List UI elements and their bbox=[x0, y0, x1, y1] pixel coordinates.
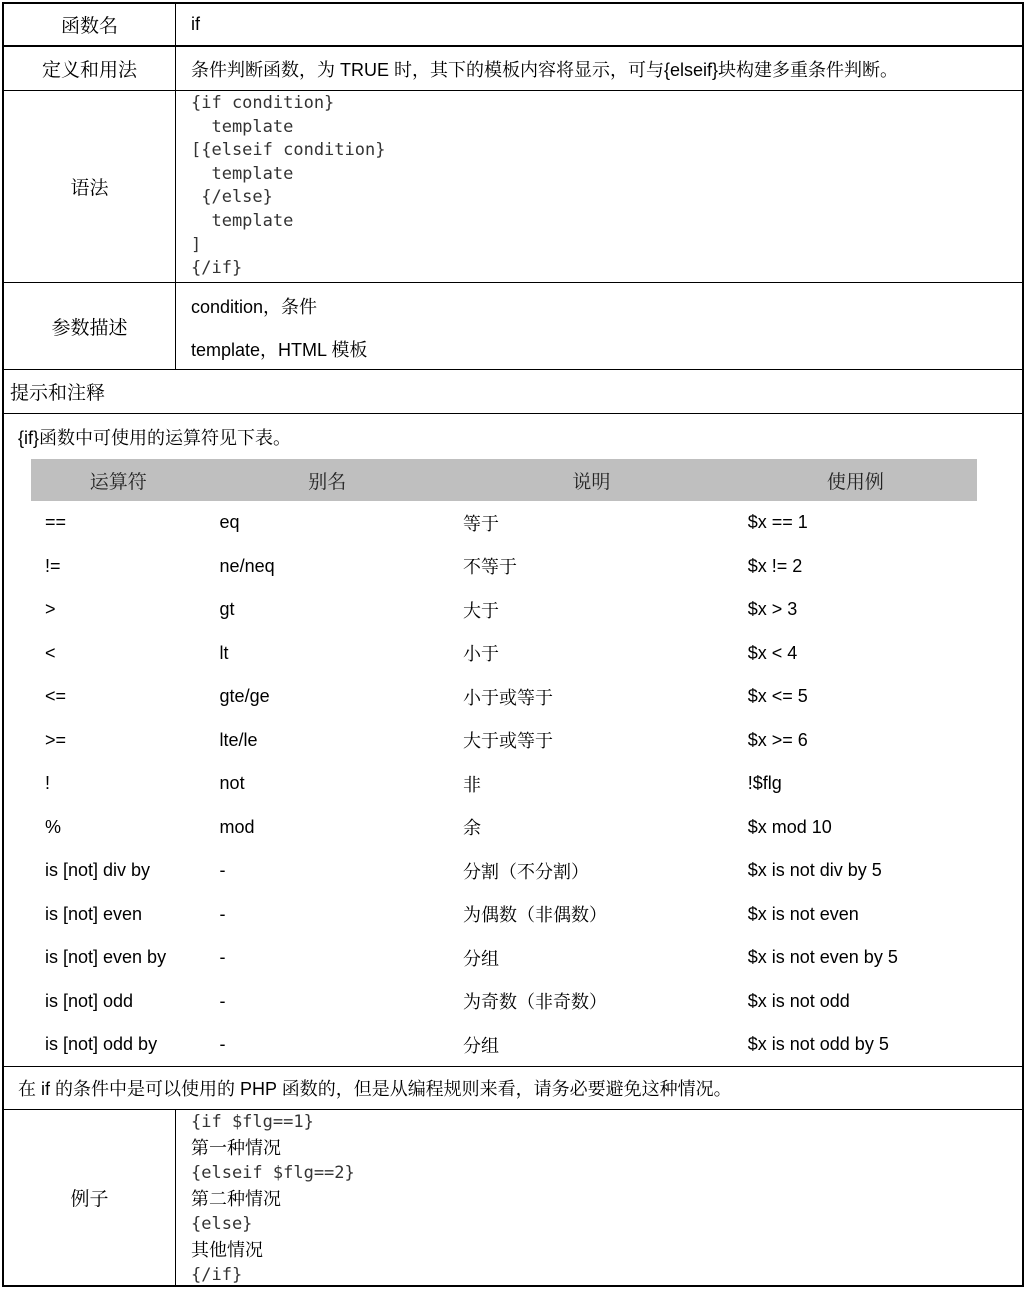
cell-operator: is [not] odd bbox=[45, 990, 134, 1011]
tips-title: 提示和注释 bbox=[10, 383, 106, 404]
tips-intro: {if}函数中可使用的运算符见下表。 bbox=[18, 428, 292, 448]
cell-alias: - bbox=[219, 860, 226, 881]
cell-operator: is [not] even bbox=[45, 903, 143, 924]
cell-alias: lt bbox=[219, 642, 229, 663]
operator-row bbox=[31, 501, 977, 545]
example-text-line: 第二种情况 bbox=[191, 1188, 281, 1210]
example-text-line: 其他情况 bbox=[191, 1239, 263, 1261]
cell-example: $x mod 10 bbox=[747, 816, 832, 837]
syntax-label: 语法 bbox=[4, 91, 176, 282]
syntax-code bbox=[176, 91, 1022, 282]
cell-description: 小于 bbox=[462, 644, 499, 666]
cell-alias: gte/ge bbox=[219, 686, 270, 707]
row-example bbox=[2, 1109, 1024, 1287]
syntax-line: {/if} bbox=[191, 258, 243, 279]
cell-alias: - bbox=[219, 947, 226, 968]
operator-row bbox=[31, 632, 977, 676]
operator-row bbox=[31, 849, 977, 893]
cell-example: $x is not odd bbox=[747, 990, 850, 1011]
header-operator: 运算符 bbox=[31, 459, 206, 501]
cell-alias: lte/le bbox=[219, 729, 258, 750]
cell-operator: < bbox=[45, 642, 56, 663]
cell-description: 分组 bbox=[462, 948, 499, 970]
cell-alias: - bbox=[219, 990, 226, 1011]
example-text-line: 第一种情况 bbox=[191, 1137, 281, 1159]
row-tips-body bbox=[2, 413, 1024, 1067]
example-code-line: {if $flg==1} bbox=[191, 1112, 314, 1132]
cell-description: 非 bbox=[462, 774, 481, 796]
cell-example: $x is not even bbox=[747, 903, 859, 924]
definition-value: 条件判断函数，为 TRUE 时，其下的模板内容将显示，可与{elseif}块构建多重条件判断。 bbox=[191, 59, 899, 80]
row-definition bbox=[2, 46, 1024, 91]
params-label: 参数描述 bbox=[4, 283, 176, 369]
operator-row bbox=[31, 893, 977, 937]
row-tips-title bbox=[2, 369, 1024, 414]
cell-example: $x is not div by 5 bbox=[747, 860, 882, 881]
cell-description: 为奇数（非奇数） bbox=[462, 992, 607, 1014]
cell-description: 大于或等于 bbox=[462, 731, 553, 753]
cell-operator: >= bbox=[45, 729, 67, 750]
example-code bbox=[176, 1110, 1022, 1285]
header-alias: 别名 bbox=[206, 459, 449, 501]
cell-operator: is [not] div by bbox=[45, 860, 151, 881]
example-code-line: {elseif $flg==2} bbox=[191, 1163, 355, 1183]
param-template: template，HTML 模板 bbox=[191, 340, 368, 360]
cell-operator: % bbox=[45, 816, 62, 837]
cell-operator: != bbox=[45, 555, 61, 576]
operator-table-header bbox=[31, 459, 977, 501]
cell-operator: is [not] even by bbox=[45, 947, 167, 968]
operator-row bbox=[31, 545, 977, 589]
operator-row bbox=[31, 980, 977, 1024]
cell-description: 余 bbox=[462, 818, 481, 840]
operator-row bbox=[31, 762, 977, 806]
cell-description: 不等于 bbox=[462, 557, 517, 579]
cell-alias: gt bbox=[219, 599, 235, 620]
cell-alias: - bbox=[219, 903, 226, 924]
operator-row bbox=[31, 675, 977, 719]
cell-alias: ne/neq bbox=[219, 555, 275, 576]
cell-alias: eq bbox=[219, 512, 240, 533]
params-value bbox=[176, 283, 1022, 369]
cell-operator: <= bbox=[45, 686, 67, 707]
row-syntax bbox=[2, 90, 1024, 283]
cell-description: 分割（不分割） bbox=[462, 861, 589, 883]
example-code-line: {/if} bbox=[191, 1265, 243, 1285]
operator-table-body bbox=[31, 501, 977, 1067]
cell-description: 分组 bbox=[462, 1035, 499, 1057]
function-name-value: if bbox=[191, 14, 200, 34]
operator-row bbox=[31, 719, 977, 763]
cell-alias: - bbox=[219, 1034, 226, 1055]
row-note bbox=[2, 1066, 1024, 1110]
syntax-line: ] bbox=[191, 234, 202, 255]
cell-description: 小于或等于 bbox=[462, 687, 553, 709]
syntax-line: template bbox=[191, 163, 294, 184]
definition-label: 定义和用法 bbox=[4, 47, 176, 90]
function-name-label: 函数名 bbox=[4, 4, 176, 45]
operator-row bbox=[31, 1023, 977, 1067]
cell-example: $x <= 5 bbox=[747, 686, 808, 707]
syntax-line: {if condition} bbox=[191, 93, 335, 113]
operator-row bbox=[31, 588, 977, 632]
cell-operator: is [not] odd by bbox=[45, 1034, 158, 1055]
operator-table bbox=[31, 459, 977, 1067]
header-example: 使用例 bbox=[734, 459, 977, 501]
example-code-line: {else} bbox=[191, 1214, 253, 1234]
syntax-line: template bbox=[191, 116, 294, 137]
example-label: 例子 bbox=[4, 1110, 176, 1285]
cell-alias: not bbox=[219, 773, 245, 794]
syntax-line: {/else} bbox=[191, 187, 273, 208]
cell-example: $x == 1 bbox=[747, 512, 808, 533]
cell-example: $x is not odd by 5 bbox=[747, 1034, 889, 1055]
cell-example: !$flg bbox=[747, 773, 782, 794]
row-function-name bbox=[2, 2, 1024, 47]
syntax-line: [{elseif condition} bbox=[191, 140, 386, 161]
cell-operator: > bbox=[45, 599, 56, 620]
operator-row bbox=[31, 806, 977, 850]
operator-row bbox=[31, 936, 977, 980]
cell-example: $x != 2 bbox=[747, 555, 803, 576]
syntax-line: template bbox=[191, 210, 294, 231]
cell-example: $x is not even by 5 bbox=[747, 947, 898, 968]
param-condition: condition，条件 bbox=[191, 297, 318, 317]
cell-example: $x > 3 bbox=[747, 599, 798, 620]
php-function-note: 在 if 的条件中是可以使用的 PHP 函数的，但是从编程规则来看，请务必要避免这种情况。 bbox=[18, 1079, 732, 1099]
cell-alias: mod bbox=[219, 816, 255, 837]
header-description: 说明 bbox=[449, 459, 734, 501]
cell-operator: ! bbox=[45, 773, 51, 794]
cell-description: 大于 bbox=[462, 600, 499, 622]
cell-example: $x >= 6 bbox=[747, 729, 808, 750]
cell-example: $x < 4 bbox=[747, 642, 798, 663]
row-params bbox=[2, 282, 1024, 370]
cell-description: 等于 bbox=[462, 513, 499, 535]
cell-operator: == bbox=[45, 512, 67, 533]
cell-description: 为偶数（非偶数） bbox=[462, 905, 607, 927]
